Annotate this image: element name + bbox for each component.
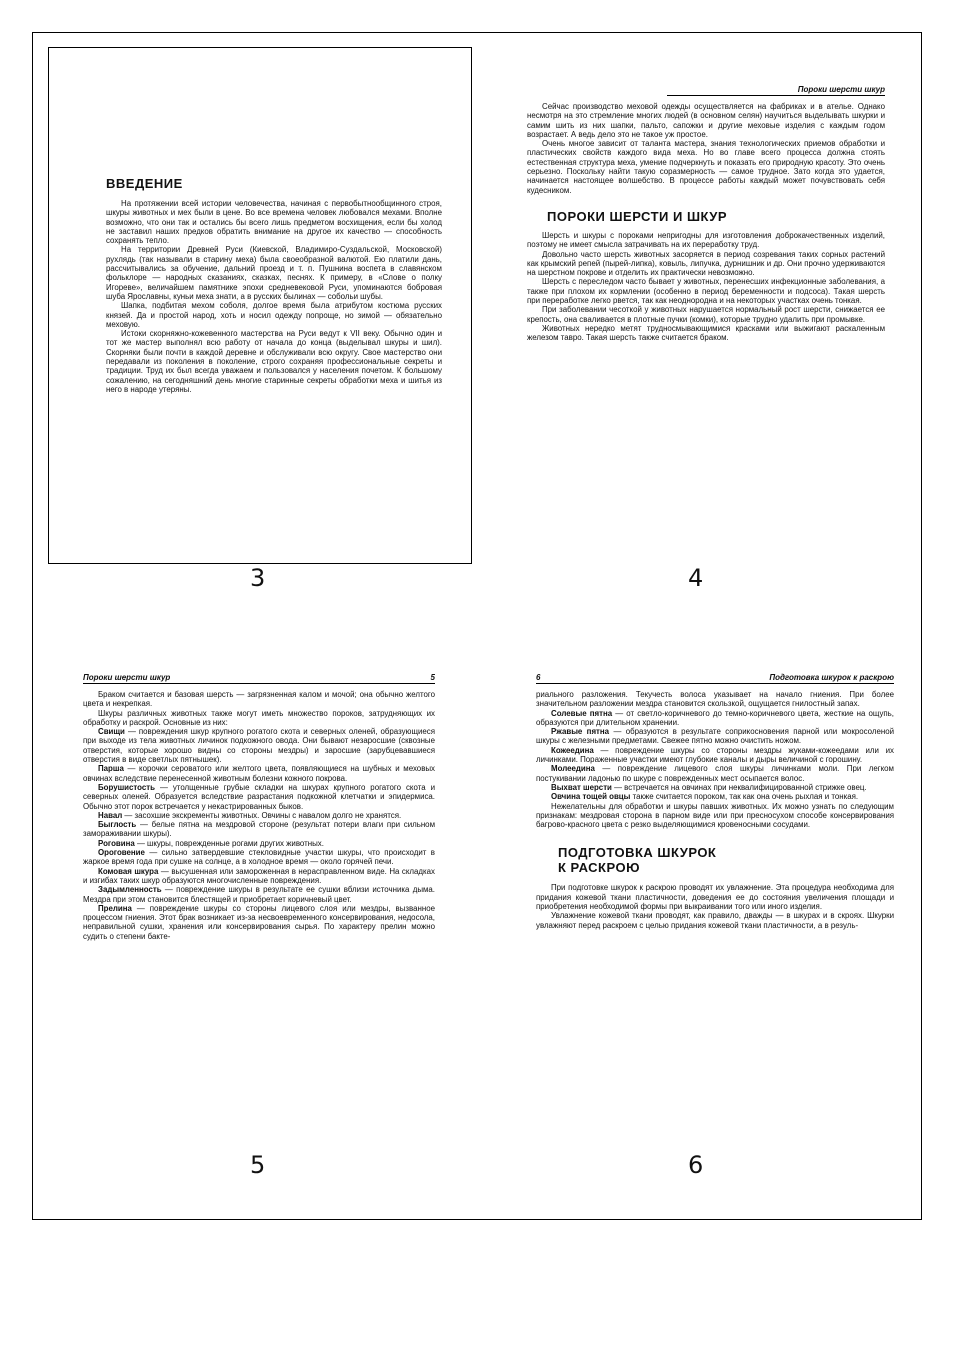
paragraph: Ржавые пятна — образуются в результате соприкосновения парной или мокросоленой шкуры с железными предметами. Свежее пятно можно очистить ножом. [536,727,894,746]
page-body [536,690,894,829]
chapter-heading: ВВЕДЕНИЕ [106,176,183,191]
running-head [83,673,435,684]
running-head-title: Пороки шерсти шкур [797,85,885,94]
paragraph: Ороговение — сильно затвердевшие стекловидные участки шкуры, что происходит в жаркое время года при сушке на солнце, а в холодное время — около горячей печи. [83,848,435,867]
running-head-title: Пороки шерсти шкур [83,673,171,682]
page-body [83,690,435,941]
paragraph: На территории Древней Руси (Киевской, Владимиро-Суздальской, Московской) рухлядь (так называли в старину меха) была своеобразной валютой. Ею платили дань, рассчитывались за обучение, дальний проезд и т. п. Пушнина воспета в славянском фольклоре — народных сказаниях, сказках, песнях. К примеру, в «Слове о полку Игореве», величайшем памятнике эпохи средневековой Руси, упоминаются бобровая шуба Ярославны, куньи меха знати, а в русских былинах — собольи шубы. [106,245,442,301]
paragraph: риального разложения. Текучесть волоса указывает на начало гниения. При более значительном разложении мездра становится скользкой, ощущается гнилостный запах. [536,690,894,709]
paragraph: Увлажнение кожевой ткани проводят, как правило, дважды — в шкурах и в скроях. Шкурки увлажняют перед раскроем с целью придания кожевой ткани пластичности, а в резуль- [536,911,894,930]
page-number: 3 [250,564,266,592]
paragraph: Борушистость — утолщенные грубые складки на шкурах крупного рогатого скота и северных оленей. Образуется вследствие разрастания подкожной клетчатки и эпидермиса. Обычно этот порок встречается у некастрированных быков. [83,782,435,811]
page-number: 5 [250,1151,266,1179]
paragraph: Свищи — повреждения шкур крупного рогатого скота и северных оленей, образующиеся при выходе из тела животных личинок подкожного овода. Они бывают незаросшие (сквозные отверстия, которые хорошо видны со стороны мездры) и заросшие (зарубцевавшиеся отверстия в виде светлых пятнышек). [83,727,435,765]
paragraph: Шапка, подбитая мехом соболя, долгое время была атрибутом костюма русских князей. Да и простой народ, хоть и носил одежду попроще, но зимой — обязательно меховую. [106,301,442,329]
paragraph: Парша — корочки сероватого или желтого цвета, появляющиеся на шубных и меховых овчинах вследствие перенесенной животным болезни кожного покрова. [83,764,435,783]
chapter-heading-line: ПОДГОТОВКА ШКУРОК [558,845,717,861]
chapter-heading-line: К РАСКРОЮ [558,860,640,876]
paragraph: Животных нередко метят трудносмывающимися красками или выжигают раскаленным железом тавро. Такая шерсть также считается браком. [527,323,885,343]
paragraph: Овчина тощей овцы также считается пороком, так как она очень рыхлая и тонкая. [551,792,859,802]
paragraph: Прелина — повреждение шкуры со стороны лицевого слоя или мездры, вызванное процессом гниения. Этот брак возникает из-за несвоевременного консервирования, недосола, неправильной сушки, хранения или консервирования сырья. По характеру прелин можно судить о степени бакте- [83,903,435,941]
chapter-heading: ПОРОКИ ШЕРСТИ И ШКУР [547,208,728,224]
paragraph: Довольно часто шерсть животных засоряется в период созревания таких сорных растений как крымский репей (пырей-липка), ковыль, липучка, дурнишник и др. Они прочно удерживаются на шерстном покрове и отделить их практически невозможно. [527,249,885,278]
paragraph: Сейчас производство меховой одежды осуществляется на фабриках и в ателье. Однако несмотря на это стремление многих людей (в основном селян) научиться выделывать шкурки и самим шить из них шапки, пальто, сапожки и другие меховые изделия с каждым годом возрастает. А ведь дело это не такое уж простое. [527,102,885,139]
paragraph: Кожеедина — повреждение шкуры со стороны мездры жуками-кожеедами или их личинками. Пораженные участки имеют глубокие каналы и дыры величиной с горошину. [536,745,894,765]
paragraph: Быглость — белые пятна на мездровой стороне (результат потери влаги при сильном замораживании шкуры). [83,820,435,839]
running-head [536,673,894,684]
document-sheet [32,32,922,1220]
paragraph: Солевые пятна — от светло-коричневого до темно-коричневого цвета, жесткие на ощупь, образуются при длительном хранении. [536,708,894,727]
paragraph: Шкуры различных животных также могут иметь множество пороков, затрудняющих их обработку и раскрой. Основные из них: [83,708,435,727]
paragraph: Шерсть с переследом часто бывает у животных, перенесших инфекционные заболевания, а также при плохом их кормлении (особенно в период беременности и подсоса). Такая шерсть при переработке легко рвется, так как неоднородна и на некоторых участках очень тонкая. [527,277,885,306]
running-head [667,85,885,96]
paragraph: Нежелательны для обработки и шкуры павших животных. Их можно узнать по следующим признакам: мездровая сторона в парном виде или при пресносухом способе консервирования багрово-красного цвета с резко выделяющимися кровеносными сосудами. [536,801,894,830]
paragraph: Браком считается и базовая шерсть — загрязненная калом и мочой; она обычно желтого цвета и некрепкая. [83,690,435,709]
paragraph: На протяжении всей истории человечества, начиная с первобытнообщинного строя, шкуры животных и мех были в цене. Во все времена человек любовался мехами. Вполне возможно, что они так и остались бы всего лишь предметом восхищения, если бы холод не заставил наших предков обратить внимание на другое их качество — способность сохранять тепло. [106,199,442,246]
paragraph: Задымленность — повреждение шкуры в результате ее сушки вблизи источника дыма. Мездра при этом становится блестящей и приобретает коричневый цвет. [83,885,435,904]
page-body [536,883,894,929]
paragraph: Шерсть и шкуры с пороками непригодны для изготовления доброкачественных изделий, поэтому не имеет смысла затрачивать на их переработку труд. [527,230,885,250]
paragraph: Комовая шкура — высушенная или замороженная в нерасправленном виде. На складках и изгибах таких шкур образуются многочисленные повреждения. [83,866,435,885]
running-head-title: Подготовка шкурок к раскрою [769,673,894,682]
page-body [527,231,885,343]
page-number: 4 [688,564,704,592]
paragraph: Истоки скорняжно-кожевенного мастерства на Руси ведут к VII веку. Обычно один и тот же мастер выполнял всю работу от начала до конца (выделывал шкуры и шил). Скорняки были почти в каждой деревне и обслуживали всю округу. Свое мастерство они передавали из поколения в поколение, строго сохраняя профессиональные секреты и традиции. Труд их был всегда уважаем и пользовался у населения почетом. К большому сожалению, на сегодняшний день многие старинные секреты обработки меха и шитья из него в народе утеряны. [106,329,442,394]
page-number: 6 [688,1151,704,1179]
paragraph: При подготовке шкурок к раскрою проводят их увлажнение. Эта процедура необходима для придания кожевой ткани пластичности, доведения ее до состояния увеличения площади и приобретения необходимой формы при выкраивании того или иного изделия. [536,883,894,912]
paragraph: Очень многое зависит от таланта мастера, знания технологических приемов обработки и пластических свойств каждого вида меха. Но во главе всего процесса должна стоять естественная структура меха, умение подчеркнуть и показать его природную красоту. Это очень серьезно. Поскольку найти такую соразмерность — самое трудное. Зато когда это удается, начинается настоящее волшебство. В процессе работы каждый может почувствовать себя кудесником. [527,139,885,195]
page-body [106,199,442,394]
page-3 [48,47,472,564]
page-body [527,102,885,195]
page-5 [83,673,435,1123]
chapter-heading [558,845,894,875]
paragraph: Молеедина — повреждение лицевого слоя шкуры личинками моли. При легком постукивании ладонью по шкуре с поврежденных мест осыпается волос. [536,764,894,783]
paragraph: Навал — засохшие экскременты животных. Овчины с навалом долго не хранятся. [98,810,402,820]
running-head-number: 6 [536,673,541,682]
paragraph: Роговина — шкуры, поврежденные рогами других животных. [98,838,324,848]
page-4 [527,85,885,515]
paragraph: При заболевании чесоткой у животных нарушается нормальный рост шерсти, снижается ее крепость, она сваливается в плотные пучки (комки), которые трудно удалить при промывке. [527,305,885,324]
paragraph: Выхват шерсти — встречается на овчинах при неквалифицированной стрижке овец. [551,782,867,792]
running-head-number: 5 [430,673,435,682]
page-6 [536,673,894,1133]
